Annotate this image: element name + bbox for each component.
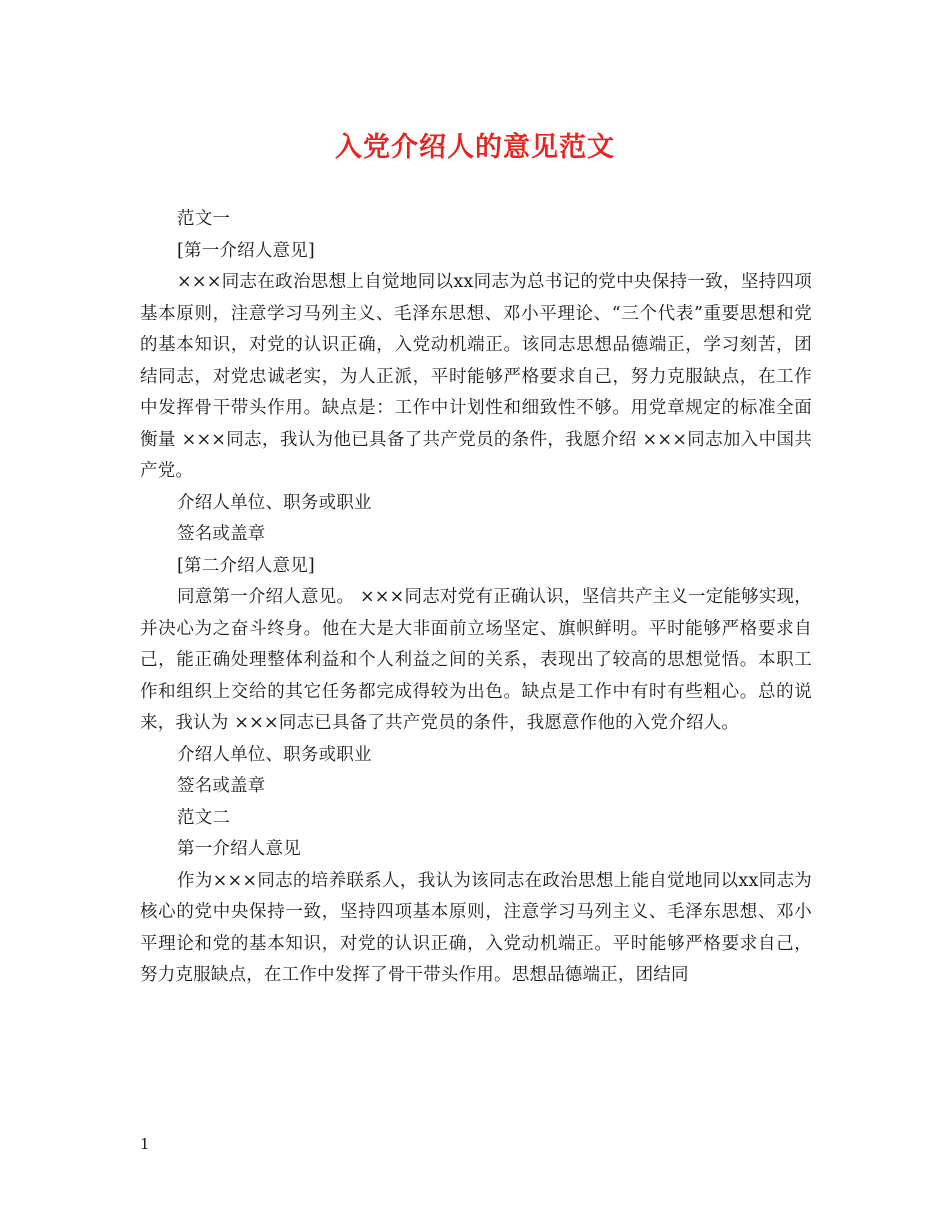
paragraph: 介绍人单位、职务或职业 (177, 744, 372, 765)
paragraph: 同意第一介绍人意见。 ×××同志对党有正确认识，坚信共产主义一定能够实现，并决心为之奋斗终身。他在大是大非面前立场坚定、旗帜鲜明。平时能够严格要求自己，能正确处理整体利益和个人利益之间的关系，表现出了较高的思想觉悟。本职工作和组织上交给的其它任务都完成得较为出色。缺点是工作中有时有些粗心。总的说来，我认为 ×××同志已具备了共产党员的条件，我愿意作他的入党介绍人。 (140, 587, 812, 733)
paragraph: [第二介绍人意见] (177, 555, 315, 576)
paragraph: 签名或盖章 (177, 776, 266, 796)
paragraph: 介绍人单位、职务或职业 (177, 492, 372, 513)
paragraph: 范文一 (177, 209, 231, 229)
paragraph: 范文二 (177, 807, 231, 828)
document-title: 入党介绍人的意见范文 (335, 132, 615, 163)
page-number: 1 (140, 1135, 150, 1153)
paragraph: 作为×××同志的培养联系人，我认为该同志在政治思想上能自觉地同以xx同志为核心的党中央保持一致，坚持四项基本原则，注意学习马列主义、毛泽东思想、邓小平理论和党的基本知识，对党的认识正确，入党动机端正。平时能够严格要求自己，努力克服缺点，在工作中发挥了骨干带头作用。思想品德端正，团结同 (140, 870, 812, 985)
paragraph: [第一介绍人意见] (177, 240, 315, 261)
paragraph: 签名或盖章 (177, 524, 266, 544)
document-body (140, 204, 812, 992)
paragraph: 第一介绍人意见 (177, 839, 301, 859)
paragraph: ×××同志在政治思想上自觉地同以xx同志为总书记的党中央保持一致，坚持四项基本原则，注意学习马列主义、毛泽东思想、邓小平理论、“三个代表”重要思想和党的基本知识，对党的认识正确，入党动机端正。该同志思想品德端正，学习刻苦，团结同志，对党忠诚老实，为人正派，平时能够严格要求自己，努力克服缺点，在工作中发挥骨干带头作用。缺点是：工作中计划性和细致性不够。用党章规定的标准全面衡量 ×××同志，我认为他已具备了共产党员的条件，我愿介绍 ×××同志加入中国共产党。 (140, 272, 812, 481)
